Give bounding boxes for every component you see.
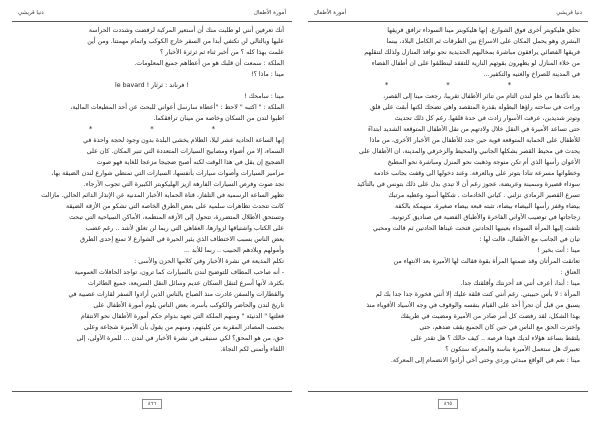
paragraph-line: أنك تعرفين أنني لو طلبت منك أن أستعير المركبة لرفضت وشددت الحراسة [88, 27, 284, 34]
paragraph-line: مزامير السيارات وأصوات سيارات بأنفسها، السيارات التي تمنطي شوارع لندن الضيقة بها، [51, 170, 284, 177]
paragraph-line: اللقاء وأتمنى لكم النجاة. [220, 346, 284, 353]
paragraph-line: عليها وبالتالي لن تكتفي أبدا من السفر خارج الكوكب واتمام مهمتنا. ومن أين [87, 38, 284, 45]
footer-rule [308, 391, 588, 392]
paragraph-line: وخطواتها مسرعة تنادا بتوتر على وبالعرفة. وعند دخولها الى وقفت بجانب خادمة [373, 170, 580, 177]
paragraph-line: البشري وهو يحمل المكان على الاسراع بين الطرقات ثم الكامل البلاد، بينما [386, 38, 580, 45]
header-author: دنيا قريشي [18, 10, 44, 16]
paragraph-line: والقطارات والسفن غادرت منذ الصباح بالناس الذين أرادوا السفر لقارات عصبية في [68, 291, 284, 298]
paragraph-line: يسبق من قبل أن تجرأ أحد على القيام بنفسه والوقوف في وجه الأسياد الأقوياء منذ [366, 302, 580, 309]
paragraph-line: على الكتاب واشتياقها لزوارها، العقاهي التي ربما لن تغلق لأشد .. رغم غضب [85, 225, 284, 232]
paragraph-line: يحدث في محيط القصر بشكلها الجانبي والمحيط والزخرفي والمدينة، ان الأطفال على [358, 148, 580, 155]
paragraph-line: بحسب المصادر المقربة من كليتهم، ومنهم من يقول بأن الأميرة شجاعة وعلى [84, 324, 284, 331]
page-header [308, 8, 588, 20]
paragraph-line: تكلم المذيعة في نشرة الأخبار وفي كلامها الحزن والأسى : [134, 258, 284, 265]
paragraph-line: للأطفال على الحماية المتوقعة قوية حين جدد للأطفال من الأخبار الأخرى، من ماذا [369, 137, 580, 144]
paragraph-line: بعض الناس بسبب الاختطاف الذي يثير الحيرة في الشوارع لا تمنع إحدى الطرق [80, 236, 284, 243]
divider-star: * [384, 81, 389, 89]
divider-star: * [446, 81, 450, 89]
paragraph-line: بكثرة، لأنها أسرع لتنقل السكان عديم وسائل النقل السريعة، جميع الطائرات [87, 280, 284, 287]
paragraph-line: زجاجاتها في توضيب الأواني الفاخرة والأطباق الفضية في صناديق كرتونية. [390, 214, 580, 221]
paragraph-line: وتستحق الأطلال المتضررة، تتحول إلى الأزقة المنظمة، الأماكن السياحية التي تبحث [69, 214, 284, 221]
divider-star: * [150, 125, 154, 133]
paragraph-line: حق، من هو المحق؟ لكي سنبقى في نشرة الأخبار في لندن ... للمرة الأولى، إلى [76, 335, 284, 342]
footer-rule [12, 391, 292, 392]
paragraph-line: بيضاء وقفز رأسها البيضاء بيضاء، تثبته قبعة بيضاء صغيرة. منهمكة بالكفة [395, 203, 580, 210]
dialogue-line: مينا : أنت بخير ! [537, 247, 580, 254]
paragraph-line: بهذا الشكل، لقد رفضت كل أمر صادر من الأميرة ومضيت في طريقك [400, 313, 580, 320]
paragraph-line: كانت تتحدث تظاهرات سلمية على بعض الطرق الخاصة التي تشكو من الأزقة الضيقة [65, 203, 284, 210]
dialogue-line: الملكة : سمعت أن قلبك هو من أعطاهم جميع المعلومات. [134, 60, 284, 67]
dialogue-line: مينا : أبدا، أعرف أنني قد أحزنتك وأقلقتك جدا. [460, 280, 580, 287]
dialogue-line: مينا : ماذا ؟! [251, 71, 284, 78]
paragraph-line: وأمولهم وبلادهم الحبيب .. ربما للأبد ... [183, 247, 284, 254]
paragraph-line: حتى تساعد الأميرة في النقل خلال ولادتهم من نقل الأطفال المتوقعة الشديد ابتداءً [368, 126, 580, 133]
dialogue-line: مينا : سامحك ! [244, 93, 284, 100]
paragraph-line: تظهر الساعة الرسمية في التلفاز، قناة الحماية الأخبار المدنية عن الإنذار الدائم الحالي. مازالت [41, 192, 284, 199]
paragraph-line: من خلاء المنازل لو يظهرون بقوتهم النارية للتفقد لينطلقوا على ان أطفال الفضاء [371, 60, 580, 67]
paragraph-line: واخترت الحق مع الناس في حين كان الجميع يقف ضدهم، حتى [419, 324, 580, 331]
paragraph-line: نجد صوت وفرص السيارات الفارهة ازيز الهليكوبتر الكبيرة التي تجوب الأرجاء. [83, 181, 284, 188]
paragraph-line: تعبيرك هل ستعمل الأميرة بناسة والمعركة ستكون ؟ [445, 346, 580, 353]
dialogue-line: اطبوا لندن من السكان وخاصة من مينان ترافقكما. [153, 115, 284, 122]
divider-star: * [88, 125, 93, 133]
dialogue-line: المرأة : لا بأس حبيبتي. رغم أنني كنت قلقة عليك إلا أنني فخورة جدا جدا بك لم [375, 291, 580, 298]
section-divider [316, 80, 580, 91]
paragraph-line: وتوتر شديدين، عرفت الأسوار زادت في حدة قلقها. رغم كل ذلك تحديث [394, 115, 580, 122]
paragraph-line: وراءت في ساحته راؤها البطولة بقدرة المتقصد واهي تضحك لكنها أبقت على قلق [370, 104, 580, 111]
page-header [12, 8, 292, 20]
paragraph-line: تعانقت المرأتان وقد ضمتها المرأة بقوة فقالت لها الأميرة بعد الانتهاء من [393, 258, 580, 265]
paragraph-line: العناق : [560, 269, 580, 276]
paragraph-line: سوداء قصيرة وسمينة وعريضة، عجوز رغم أن لا تبدي بدل على ذلك بتونس في بالتأكيد [356, 181, 580, 188]
page-body [308, 22, 588, 366]
page-body [12, 22, 292, 355]
header-book-title: أمورة الأطفال [314, 10, 347, 16]
paragraph-line: تسرع القصير الرمادي نزلني . كياتي الخادمات . شكلها أسود وغطيه مرتبك [388, 192, 580, 199]
header-book-title: أمورة الأطفال [253, 10, 286, 16]
divider-star: * [507, 81, 512, 89]
paragraph-line: تيان في الجانب مع الأطفال، قالت لها : [479, 236, 580, 243]
paragraph-line: يلتقط بساعد هؤلاء لديك فهذا فرصة .. كيف حالك ؟ هل تقدر على [410, 335, 580, 342]
paragraph-line: الأعوان رأسها الذي أم تكن متوجة وذهبت نحو المنزل ومباشرة نحو المطبخ [387, 159, 580, 166]
paragraph-line: السماء، إلا من أضواء ومصابيح السيارات المتعددة التي تنير المكان. كان على [86, 148, 284, 155]
paragraph-line: تلتفت إليها المرأة السوداء بعينيها الحادتين فتحت عيناها الحادتين ثم قالت ومحبي [373, 225, 580, 232]
page-number: ٤٦٥ [438, 399, 458, 409]
page-right [308, 8, 588, 416]
section-divider [20, 124, 284, 135]
paragraph-line: الضجيج إن يقل في هذا الوقت لكنه أصبح ضجيجا مزعجا للغاية فهو صوت [96, 159, 284, 166]
dialogue-line-latin: le bavard ! فرناند : ثرثار ! [115, 82, 189, 89]
header-author: دنيا قريشي [556, 10, 582, 16]
dialogue-line: مينا : نعم في الواقع مبدئي وردي وحتى أخي أرادوا الانضمام إلى المعركة. [390, 357, 580, 364]
paragraph-line: في المدينة للصراخ والغنيه والتكفير... [483, 71, 580, 78]
dialogue-line: الملكة : " اكتبه " لاحظ : "أعطاه سارسل أعواني للبحث عن أحد المطيعات المالية، [70, 104, 284, 111]
paragraph-line: علمت بهذا كله ؟ من أخبر ثناء ثم ثرثرة الأخبار ؟ [159, 49, 284, 56]
page-number: ٤٦٦ [142, 399, 162, 409]
paragraph-line: - أنه صاحب المطاف للتوضيح لندن بالسيارات كما ترون، تواجد الحافلات العمومية [74, 269, 284, 276]
paragraph-line: فريقها الفضائي يرافقون مباشرة بمخالبهم الحديدية نحو نوافذ المنازل ولذلك لتنقلهم [364, 49, 580, 56]
paragraph-line: تحلق هليكوبتر أخرى فوق الشوارع، إنها هليكوبتر مينا السوداء ترافق فريقها [387, 27, 580, 34]
divider-star: * [211, 125, 216, 133]
paragraph-line: إنها الساعة الحادية عشر ليلا، الظلام يخشى البلدة بدون وجود لحجة واحدة في [83, 137, 284, 144]
paragraph-line: بعد تأكدها من خلو لندن التام من تناثر الأطفال تقريبا، رجعت مينا إلى القصر، [383, 93, 580, 100]
paragraph-line: تاريخ لندن والحاضر والكوكب بأسره، بعض الناس يلوم أمورة الأطفال على [93, 302, 284, 309]
page-left [12, 8, 292, 416]
paragraph-line: فعلتها " الدنيئة " ومنهم الملكة التي تعهد بدوام حكم أمورة الأطفال نحو الانتقام [80, 313, 284, 320]
